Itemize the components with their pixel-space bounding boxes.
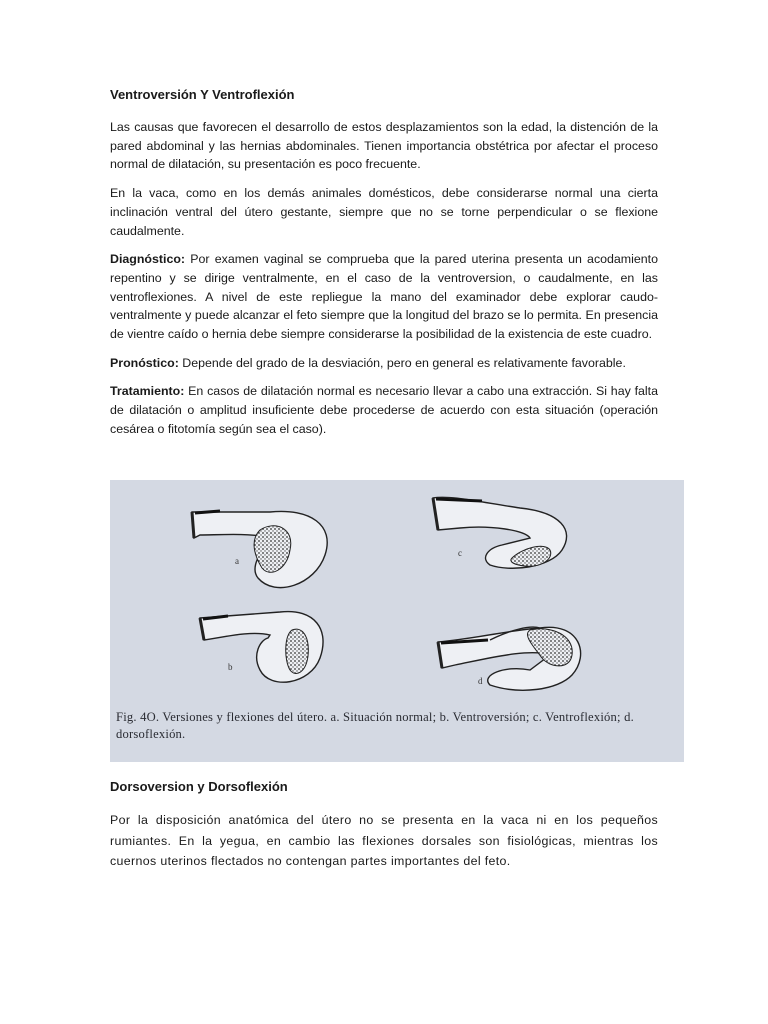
section-title-2: Dorsoversion y Dorsoflexión: [110, 779, 288, 794]
fetus-b: [286, 629, 309, 673]
figure-caption: Fig. 4O. Versiones y flexiones del útero. a. Situación normal; b. Ventroversión; c. Ventroflexión; d. dorsoflexión.: [116, 710, 634, 741]
paragraph-causes: Las causas que favorecen el desarrollo de estos desplazamientos son la edad, la distención de la pared abdominal y las hernias abdominales. Tienen importancia obstétrica por afectar el proceso normal de dilatación, su presentación es poco frecuente.: [110, 120, 658, 172]
uterus-figure: [110, 480, 684, 762]
paragraph-diagnosis: [110, 250, 658, 344]
label-c: c: [458, 548, 462, 558]
treatment-label: Tratamiento:: [110, 384, 185, 399]
document-section-ventroversion: [110, 86, 658, 449]
document-section-dorsoversion: [110, 778, 658, 882]
prognosis-label: Pronóstico:: [110, 355, 179, 370]
paragraph-dorso: Por la disposición anatómica del útero no se presenta en la vaca ni en los pequeños rumiantes. En la yegua, en cambio las flexiones dorsales son fisiológicas, mientras los cuernos uterinos flectados no contengan partes importantes del feto.: [110, 813, 658, 868]
label-a: a: [235, 556, 239, 566]
paragraph-treatment: [110, 382, 658, 438]
treatment-text: En casos de dilatación normal es necesario llevar a cabo una extracción. Si hay falta de dilatación o amplitud insuficiente debe procederse de acuerdo con esta situación (operación cesárea o fitotomía según sea el caso).: [110, 384, 658, 436]
paragraph-prognosis: [110, 354, 658, 373]
diagnosis-text: Por examen vaginal se comprueba que la pared uterina presenta un acodamiento repentino y se dirige ventralmente, en el caso de la ventroversion, o caudalmente, en las ventroflexiones. A nivel de este repliegue la mano del examinador debe explorar caudo-ventralmente y puede alcanzar el feto siempre que la longitud del brazo se lo permita. En presencia de vientre caído o hernia debe siempre considerarse la posibilidad de la existencia de este cuadro.: [110, 252, 658, 342]
prognosis-text: Depende del grado de la desviación, pero en general es relativamente favorable.: [178, 355, 626, 370]
paragraph-cow: En la vaca, como en los demás animales domésticos, debe considerarse normal una cierta inclinación ventral del útero gestante, siempre que no se torne perpendicular o se flexione caudalmente.: [110, 186, 658, 238]
label-b: b: [228, 662, 233, 672]
section-title: Ventroversión Y Ventroflexión: [110, 87, 295, 102]
diagnosis-label: Diagnóstico:: [110, 252, 186, 267]
label-d: d: [478, 676, 483, 686]
